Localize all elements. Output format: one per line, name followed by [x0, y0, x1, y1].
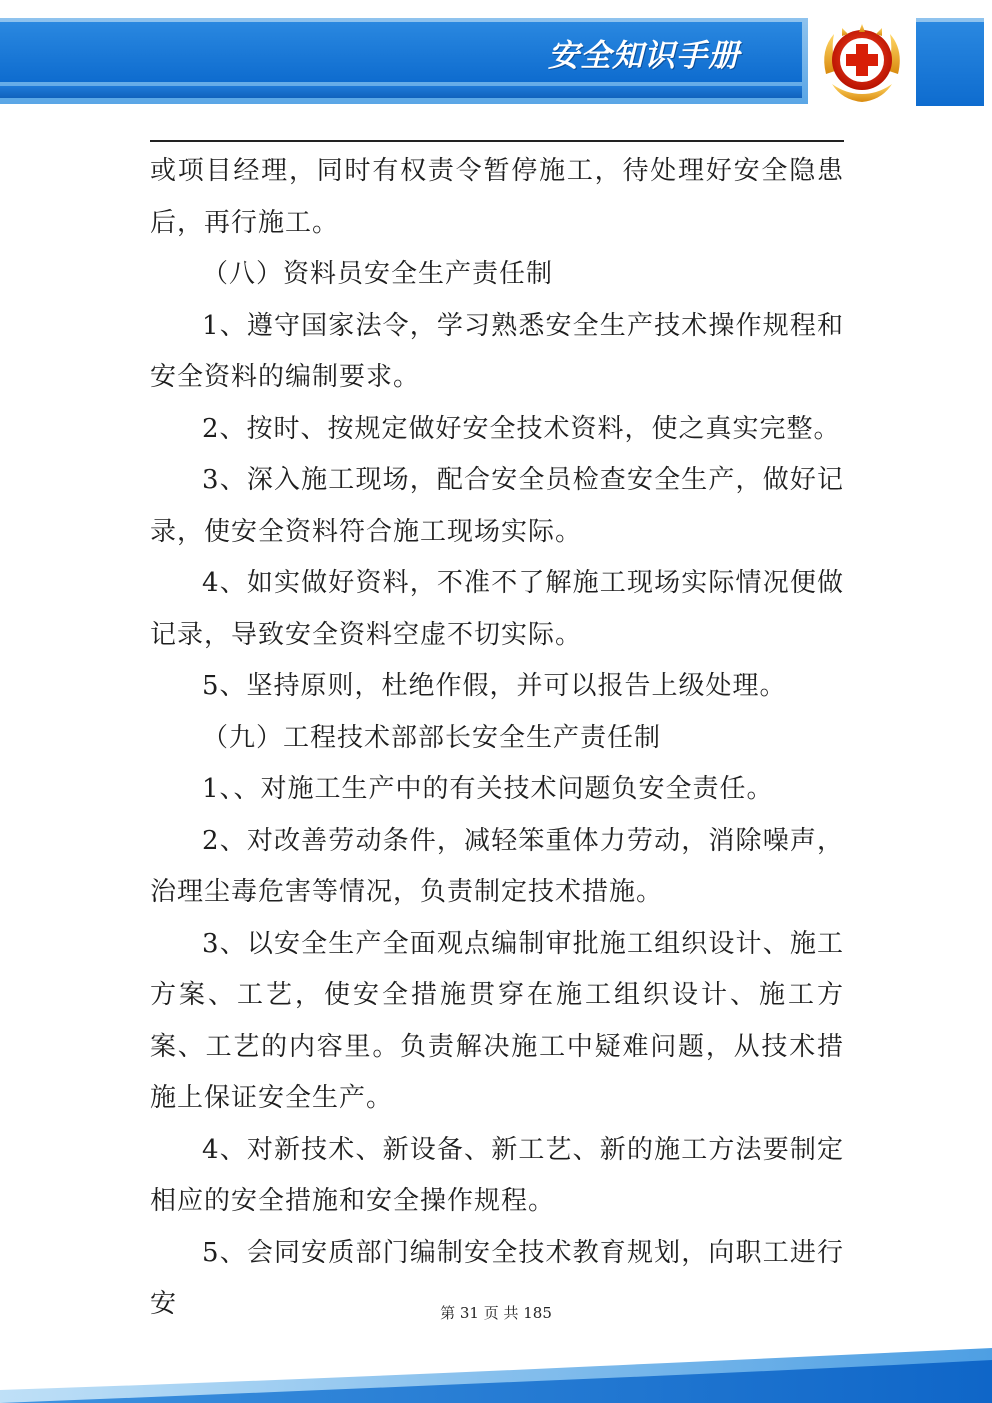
paragraph: 1、遵守国家法令，学习熟悉安全生产技术操作规程和安全资料的编制要求。 [150, 310, 844, 392]
page-number: 第 31 页 共 185 [440, 1304, 552, 1322]
safety-cross-emblem-icon [812, 14, 912, 106]
paragraph: 5、会同安质部门编制安全技术教育规划，向职工进行安 [150, 1237, 844, 1319]
document-body [150, 146, 844, 1331]
footer-wave-decoration [0, 1330, 992, 1403]
paragraph: 2、对改善劳动条件，减轻笨重体力劳动，消除噪声，治理尘毒危害等情况，负责制定技术措施。 [150, 825, 844, 907]
paragraph: 或项目经理，同时有权责令暂停施工，待处理好安全隐患后，再行施工。 [150, 156, 844, 238]
header-band-right [916, 18, 984, 106]
header-title: 安全知识手册 [548, 38, 740, 74]
paragraph: 4、如实做好资料，不准不了解施工现场实际情况便做记录，导致安全资料空虚不切实际。 [150, 568, 844, 650]
paragraph: 3、深入施工现场，配合安全员检查安全生产，做好记录，使安全资料符合施工现场实际。 [150, 465, 844, 547]
paragraph: 3、以安全生产全面观点编制审批施工组织设计、施工方案、工艺，使安全措施贯穿在施工组织设计、施工方案、工艺的内容里。负责解决施工中疑难问题，从技术措施上保证安全生产。 [150, 928, 844, 1113]
header-rule [150, 140, 844, 142]
section-heading: （九）工程技术部部长安全生产责任制 [202, 722, 662, 753]
paragraph: 4、对新技术、新设备、新工艺、新的施工方法要制定相应的安全措施和安全操作规程。 [150, 1134, 844, 1216]
paragraph: 2、按时、按规定做好安全技术资料，使之真实完整。 [202, 413, 841, 444]
paragraph: 1、、对施工生产中的有关技术问题负安全责任。 [202, 774, 774, 804]
page-header [0, 0, 992, 112]
paragraph: 5、坚持原则，杜绝作假，并可以报告上级处理。 [202, 671, 787, 701]
section-heading: （八）资料员安全生产责任制 [202, 259, 554, 289]
header-band-stripe [0, 86, 802, 98]
